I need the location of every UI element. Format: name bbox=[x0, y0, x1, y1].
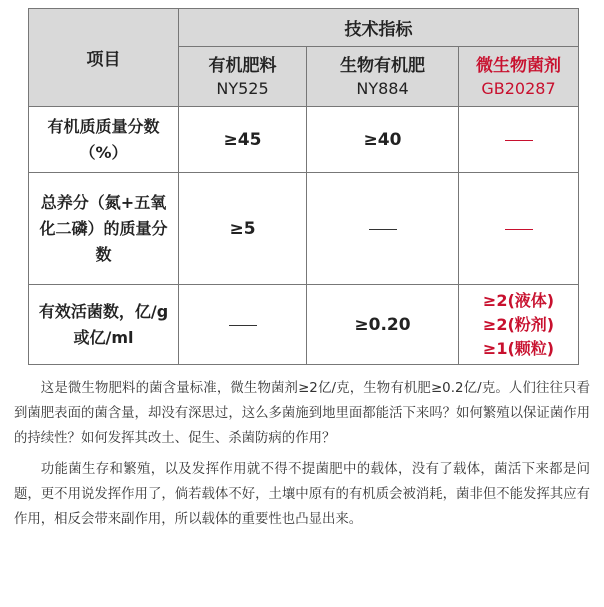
col-code: NY525 bbox=[216, 78, 269, 98]
row-label: 总养分（氮+五氧化二磷）的质量分数 bbox=[39, 192, 168, 264]
col-header-organic bbox=[179, 47, 307, 107]
item-header-cell bbox=[29, 9, 179, 107]
cell-value: ≥40 bbox=[363, 129, 402, 150]
col-code: GB20287 bbox=[481, 78, 556, 98]
table-cell bbox=[459, 173, 579, 285]
spec-table-container bbox=[28, 8, 578, 364]
row-label: 有效活菌数，亿/g或亿/ml bbox=[38, 301, 169, 347]
table-cell bbox=[307, 107, 459, 173]
table-cell bbox=[179, 107, 307, 173]
row-label-cell bbox=[29, 173, 179, 285]
red-value: ≥2(粉剂) bbox=[482, 314, 555, 334]
article-text bbox=[14, 376, 590, 538]
table-cell bbox=[179, 173, 307, 285]
empty-dash bbox=[229, 325, 257, 326]
col-header-microbial bbox=[459, 47, 579, 107]
spec-table bbox=[28, 8, 579, 365]
empty-dash bbox=[505, 140, 533, 141]
paragraph: 这是微生物肥料的菌含量标准，微生物菌剂≥2亿/克，生物有机肥≥0.2亿/克。人们往往只看到菌肥表面的菌含量，却没有深思过，这么多菌施到地里面都能活下来吗？如何繁殖以保证菌作用的持续性？如何发挥其改土、促生、杀菌防病的作用？ bbox=[14, 381, 590, 446]
paragraph: 功能菌生存和繁殖，以及发挥作用就不得不提菌肥中的载体，没有了载体，菌活下来都是问题，更不用说发挥作用了，倘若载体不好，土壤中原有的有机质会被消耗，菌非但不能发挥其应有作用，相反会带来副作用，所以载体的重要性也凸显出来。 bbox=[14, 462, 590, 527]
col-code: NY884 bbox=[356, 78, 409, 98]
table-cell bbox=[179, 285, 307, 365]
col-header-bio-organic bbox=[307, 47, 459, 107]
empty-dash bbox=[505, 229, 533, 230]
group-header-cell bbox=[179, 9, 579, 47]
col-name: 生物有机肥 bbox=[340, 55, 425, 76]
cell-value: ≥45 bbox=[223, 129, 262, 150]
item-header: 项目 bbox=[86, 50, 121, 70]
cell-value: ≥5 bbox=[229, 218, 256, 239]
red-value: ≥2(液体) bbox=[482, 290, 555, 310]
table-cell bbox=[459, 107, 579, 173]
empty-dash bbox=[369, 229, 397, 230]
cell-value: ≥0.20 bbox=[354, 314, 411, 335]
red-value: ≥1(颗粒) bbox=[482, 338, 555, 358]
row-label: 有机质质量分数（%） bbox=[47, 116, 160, 162]
row-label-cell bbox=[29, 107, 179, 173]
group-header: 技术指标 bbox=[344, 20, 413, 40]
col-name: 微生物菌剂 bbox=[476, 55, 561, 76]
row-label-cell bbox=[29, 285, 179, 365]
table-cell bbox=[459, 285, 579, 365]
col-name: 有机肥料 bbox=[208, 55, 277, 76]
table-cell bbox=[307, 285, 459, 365]
table-cell bbox=[307, 173, 459, 285]
